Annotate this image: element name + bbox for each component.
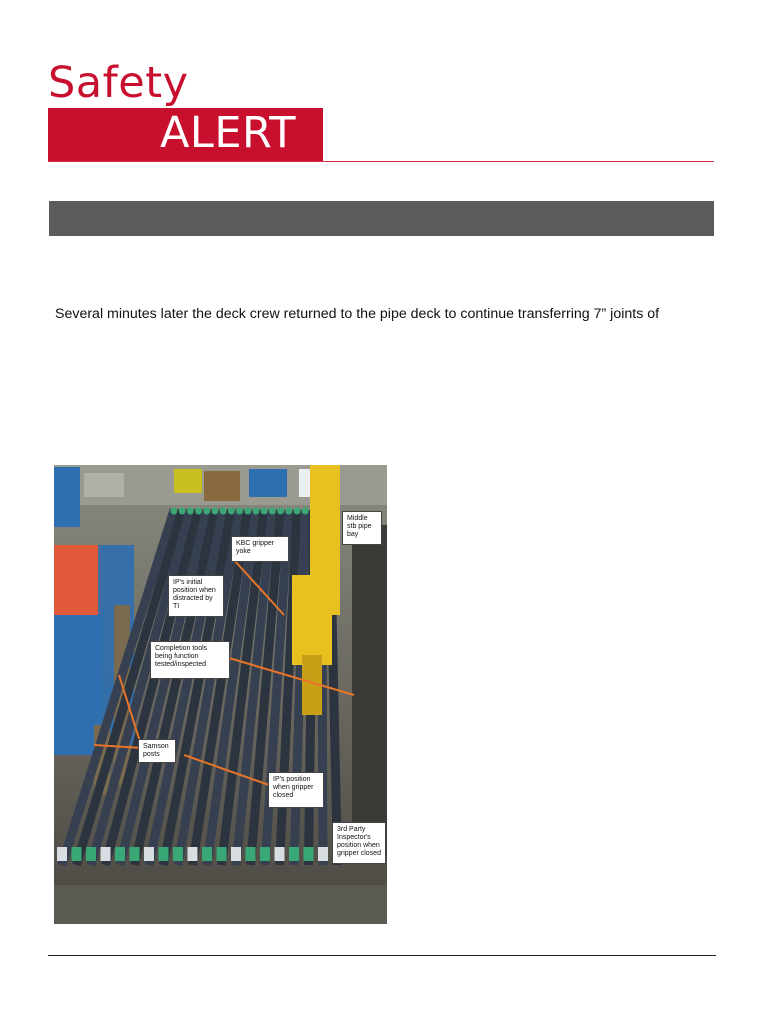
pipe-cap-top — [253, 508, 260, 515]
pipe-cap-bottom — [260, 847, 270, 861]
pipe-cap-top — [294, 508, 301, 515]
right-pipe-bay — [352, 525, 387, 855]
footer-divider — [48, 955, 716, 956]
callout-ip-closed-position: IP's position when gripper closed — [268, 772, 324, 808]
pipe-cap-top — [203, 508, 210, 515]
pipe-cap-bottom — [246, 847, 256, 861]
pipe-cap-top — [277, 508, 284, 515]
red-container — [54, 545, 102, 615]
pipe-cap-bottom — [275, 847, 285, 861]
blue-crate-top — [249, 469, 287, 497]
logo-word-alert: ALERT — [160, 108, 297, 158]
callout-middle-pipe-bay: Middle stb pipe bay — [342, 511, 382, 545]
callout-kbc-gripper-yoke: KBC gripper yoke — [231, 536, 289, 562]
pipe-cap-top — [212, 508, 219, 515]
pipe-cap-bottom — [115, 847, 125, 861]
callout-third-party-inspector: 3rd Party Inspector's position when gripper closed — [332, 822, 386, 864]
pipe-cap-bottom — [101, 847, 111, 861]
gripper-yoke — [292, 575, 332, 665]
pipe-cap-top — [302, 508, 309, 515]
logo-word-safety: Safety — [48, 58, 189, 108]
pipe-cap-bottom — [57, 847, 67, 861]
pipe-cap-top — [236, 508, 243, 515]
body-paragraph: Several minutes later the deck crew returned to the pipe deck to continue transferring 7” joints of — [55, 306, 660, 322]
pipe-cap-bottom — [188, 847, 198, 861]
pipe-cap-bottom — [202, 847, 212, 861]
pipe-cap-top — [261, 508, 268, 515]
section-heading-bar — [49, 201, 714, 236]
pipe-cap-top — [195, 508, 202, 515]
header-divider — [48, 161, 714, 162]
callout-ip-initial-position: IP's initial position when distracted by TI — [168, 575, 224, 617]
pipe-cap-bottom — [130, 847, 140, 861]
pipe-cap-top — [285, 508, 292, 515]
pipe-cap-top — [220, 508, 227, 515]
pipe-cap-bottom — [289, 847, 299, 861]
deck-equipment — [84, 473, 124, 497]
pipe-cap-bottom — [173, 847, 183, 861]
yellow-crate — [174, 469, 202, 493]
pipe-cap-bottom — [231, 847, 241, 861]
callout-samson-posts: Samson posts — [138, 739, 176, 763]
blue-container-top-left — [54, 467, 80, 527]
pipe-cap-bottom — [304, 847, 314, 861]
pipe-cap-top — [228, 508, 235, 515]
pipe-cap-top — [244, 508, 251, 515]
deck-floor-bottom — [54, 885, 387, 924]
wood-crate — [204, 471, 240, 501]
pipe-cap-bottom — [144, 847, 154, 861]
callout-completion-tools: Completion tools being function tested/inspected — [150, 641, 230, 679]
pipe-cap-top — [187, 508, 194, 515]
pipe-cap-bottom — [318, 847, 328, 861]
pipe-cap-top — [171, 508, 178, 515]
pipe-cap-top — [179, 508, 186, 515]
pipe-deck-photo — [54, 465, 387, 924]
pipe-cap-top — [269, 508, 276, 515]
pipe-cap-bottom — [72, 847, 82, 861]
pipe-cap-bottom — [217, 847, 227, 861]
pipe-cap-bottom — [86, 847, 96, 861]
pipe-cap-bottom — [159, 847, 169, 861]
